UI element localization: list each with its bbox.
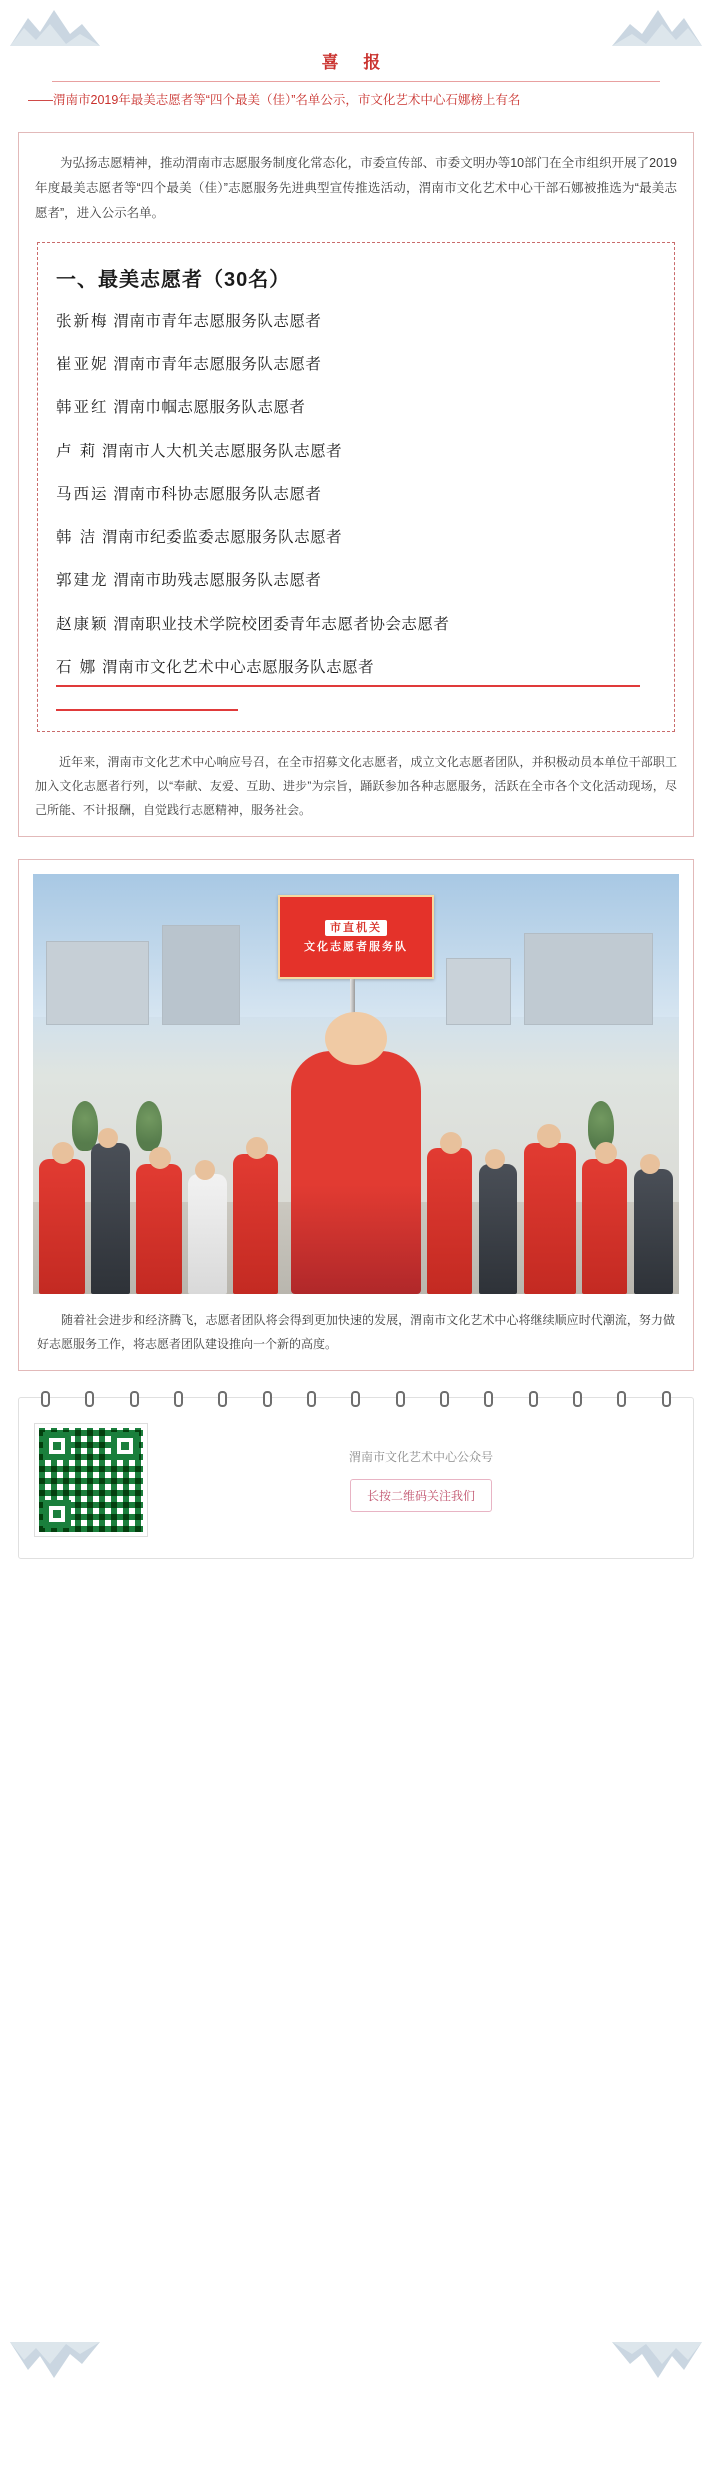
article-header [0, 0, 712, 116]
volunteer-org: 渭南市青年志愿服务队志愿者 [113, 356, 322, 374]
footer-text-block [165, 1448, 677, 1512]
intro-paragraph: 为弘扬志愿精神，推动渭南市志愿服务制度化常态化，市委宣传部、市委文明办等10部门在全市组织开展了2019年度最美志愿者等“四个最美（佳）”志愿服务先进典型宣传推选活动，渭南市文化艺术中心干部石娜被推选为“最美志愿者”，进入公示名单。 [35, 155, 677, 220]
banner-line-2: 文化志愿者服务队 [303, 941, 408, 954]
header-divider [52, 81, 659, 82]
outro-paragraph: 近年来，渭南市文化艺术中心响应号召，在全市招募文化志愿者，成立文化志愿者团队，并积极动员本单位干部职工加入文化志愿者行列，以“奉献、友爱、互助、进步”为宗旨，踊跃参加各种志愿服务，活跃在全市各个文化活动现场，尽己所能、不计报酬，自觉践行志愿精神，服务社会。 [35, 755, 677, 818]
volunteer-name: 张新梅 [56, 312, 109, 330]
volunteer-org: 渭南市科协志愿服务队志愿者 [113, 485, 322, 503]
photo-person-face [325, 1012, 387, 1066]
list-item [56, 310, 660, 333]
list-item [56, 526, 660, 549]
page-title: 喜 报 [321, 53, 391, 72]
volunteer-name: 石 娜 [56, 658, 98, 676]
volunteer-name: 马西运 [56, 485, 109, 503]
photo-building [162, 925, 240, 1026]
qr-code-icon[interactable] [35, 1424, 147, 1536]
list-item [56, 569, 660, 592]
mountain-decoration-icon [10, 6, 100, 46]
volunteer-org: 渭南巾帼志愿服务队志愿者 [113, 399, 306, 417]
volunteer-name: 韩亚红 [56, 399, 109, 417]
highlighted-volunteer [52, 656, 660, 711]
photo-building [524, 933, 653, 1025]
volunteer-name: 崔亚妮 [56, 356, 109, 374]
volunteer-list-box [37, 242, 675, 732]
list-item [56, 656, 660, 679]
list-item [56, 613, 660, 636]
volunteer-name: 郭建龙 [56, 572, 109, 590]
account-name: 渭南市文化艺术中心公众号 [348, 1450, 493, 1465]
volunteer-name: 韩 洁 [56, 529, 98, 547]
follow-button[interactable]: 长按二维码关注我们 [350, 1479, 492, 1512]
volunteer-org: 渭南市青年志愿服务队志愿者 [113, 312, 322, 330]
photo-caption: 随着社会进步和经济腾飞，志愿者团队将会得到更加快速的发展，渭南市文化艺术中心将继续顺应时代潮流，努力做好志愿服务工作，将志愿者团队建设推向一个新的高度。 [37, 1313, 675, 1352]
list-item [56, 353, 660, 376]
volunteer-org: 渭南市助残志愿服务队志愿者 [113, 572, 322, 590]
section-title: 一、最美志愿者（30名） [56, 268, 291, 291]
photo-building [46, 941, 149, 1025]
photo-card [18, 859, 694, 1371]
volunteer-name: 卢 莉 [56, 442, 98, 460]
notebook-rings [41, 1391, 671, 1407]
mountain-decoration-icon [612, 2342, 702, 2382]
photo-building [446, 958, 511, 1025]
mountain-decoration-icon [612, 6, 702, 46]
photo-banner [278, 895, 433, 979]
footer-card [18, 1397, 694, 1559]
volunteer-org: 渭南市文化艺术中心志愿服务队志愿者 [102, 658, 375, 676]
event-photo [33, 874, 679, 1294]
volunteer-name: 赵康颖 [56, 615, 109, 633]
article-subtitle: ——渭南市2019年最美志愿者等“四个最美（佳）”名单公示，市文化艺术中心石娜榜上有名 [28, 93, 521, 107]
volunteer-org: 渭南市纪委监委志愿服务队志愿者 [102, 529, 343, 547]
list-item [56, 483, 660, 506]
list-item [56, 440, 660, 463]
banner-line-1: 市直机关 [325, 920, 387, 936]
volunteer-org: 渭南职业技术学院校团委青年志愿者协会志愿者 [113, 615, 450, 633]
article-body-card [18, 132, 694, 837]
volunteer-org: 渭南市人大机关志愿服务队志愿者 [102, 442, 343, 460]
mountain-decoration-icon [10, 2342, 100, 2382]
underline-mark [56, 709, 238, 711]
photo-foreground-person [291, 1051, 420, 1295]
underline-mark [56, 685, 640, 687]
list-item [56, 396, 660, 419]
